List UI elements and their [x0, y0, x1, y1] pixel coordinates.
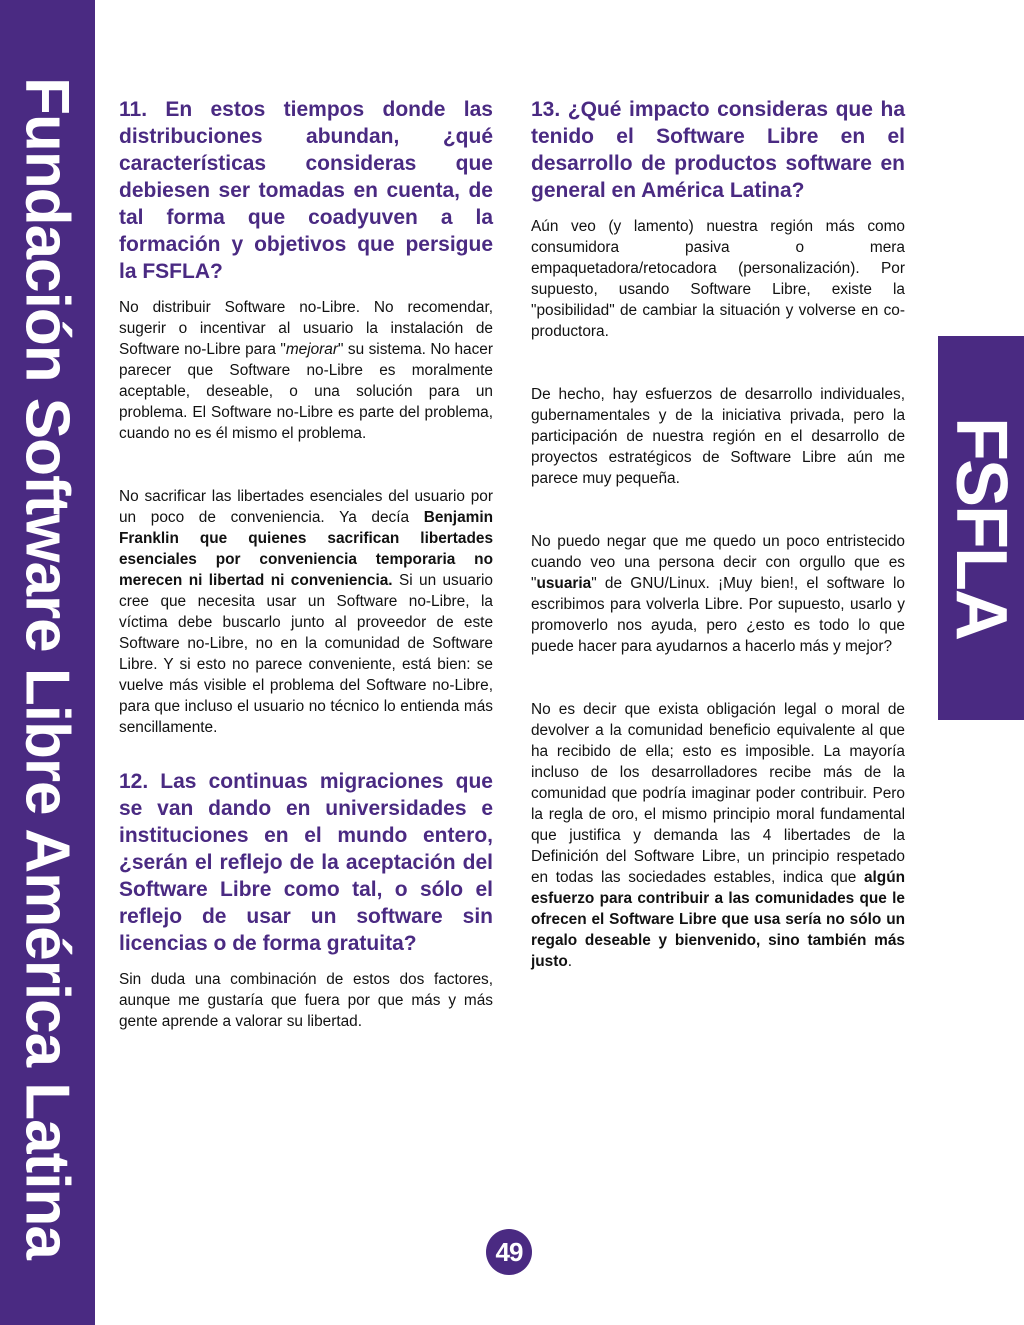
left-column [119, 96, 493, 1053]
section-tab [938, 336, 1024, 720]
sidebar-band [0, 0, 95, 1325]
page-number-badge: 49 [486, 1229, 532, 1275]
question-11-answer-p2: No sacrificar las libertades esenciales del usuario por un poco de conveniencia. Ya decía Benjamin Franklin que quienes sacrifican libertades esenciales por conveniencia temporaria no merecen ni libertad ni conveniencia. Si un usuario cree que necesita usar un Software no-Libre, la víctima debe buscarlo junto al proveedor de este Software no-Libre, no en la comunidad de Software Libre. Y si esto no parece conveniente, está bien: se vuelve más visible el problema del Software no-Libre, para que incluso el usuario no técnico lo entienda más sencillamente. [119, 488, 493, 736]
question-13-answer-p2: De hecho, hay esfuerzos de desarrollo individuales, gubernamentales y de la iniciativa privada, pero la participación de nuestra región en el desarrollo de proyectos estratégicos de Software Libre aún me parece muy pequeña. [531, 386, 905, 487]
question-11-heading: 11. En estos tiempos donde las distribuciones abundan, ¿qué características consideras que debiesen ser tomadas en cuenta, de tal forma que coadyuven a la formación y objetivos que persigue la FSFLA? [119, 98, 493, 283]
sidebar-title: Fundación Software Libre América Latina [12, 77, 82, 1259]
right-column [531, 96, 905, 993]
question-12-heading: 12. Las continuas migraciones que se van dando en universidades e instituciones en el mundo entero, ¿serán el reflejo de la aceptación del Software Libre como tal, o sólo el reflejo de usar un software sin licencias o de forma gratuita? [119, 770, 493, 955]
question-13-answer-p3: No puedo negar que me quedo un poco entristecido cuando veo una persona decir con orgullo que es "usuaria" de GNU/Linux. ¡Muy bien!, el software lo escribimos para volverla Libre. Por supuesto, usarlo y promoverlo nos ayuda, pero ¿esto es todo lo que puede hacer para ayudarnos a hacerlo más y mejor? [531, 533, 905, 655]
section-tab-label: FSFLA [941, 417, 1021, 639]
question-12-answer-p1: Sin duda una combinación de estos dos factores, aunque me gustaría que fuera por que más y más gente aprende a valorar su libertad. [119, 971, 493, 1030]
question-13-answer-p1: Aún veo (y lamento) nuestra región más como consumidora pasiva o mera empaquetadora/retocadora (personalización). Por supuesto, usando Software Libre, existe la "posibilidad" de cambiar la situación y volverse en co-productora. [531, 218, 905, 340]
question-13-heading: 13. ¿Qué impacto consideras que ha tenido el Software Libre en el desarrollo de productos software en general en América Latina? [531, 98, 905, 202]
question-13-answer-p4: No es decir que exista obligación legal o moral de devolver a la comunidad beneficio equivalente al que ha recibido de ella; esto es imposible. La mayoría incluso de los desarrolladores recibe más de la comunidad que podría imaginar poder contribuir. Pero la regla de oro, el mismo principio moral fundamental que justifica y demanda las 4 libertades de la Definición del Software Libre, un principio respetado en todas las sociedades estables, indica que algún esfuerzo para contribuir a las comunidades que le ofrecen el Software Libre que usa sería no sólo un regalo deseable y bienvenido, sino también más justo. [531, 701, 905, 970]
question-11-answer-p1: No distribuir Software no-Libre. No recomendar, sugerir o incentivar al usuario la instalación de Software no-Libre para "mejorar" su sistema. No hacer parecer que Software no-Libre es moralmente aceptable, deseable, o una solución para un problema. El Software no-Libre es parte del problema, cuando no es él mismo el problema. [119, 299, 493, 442]
